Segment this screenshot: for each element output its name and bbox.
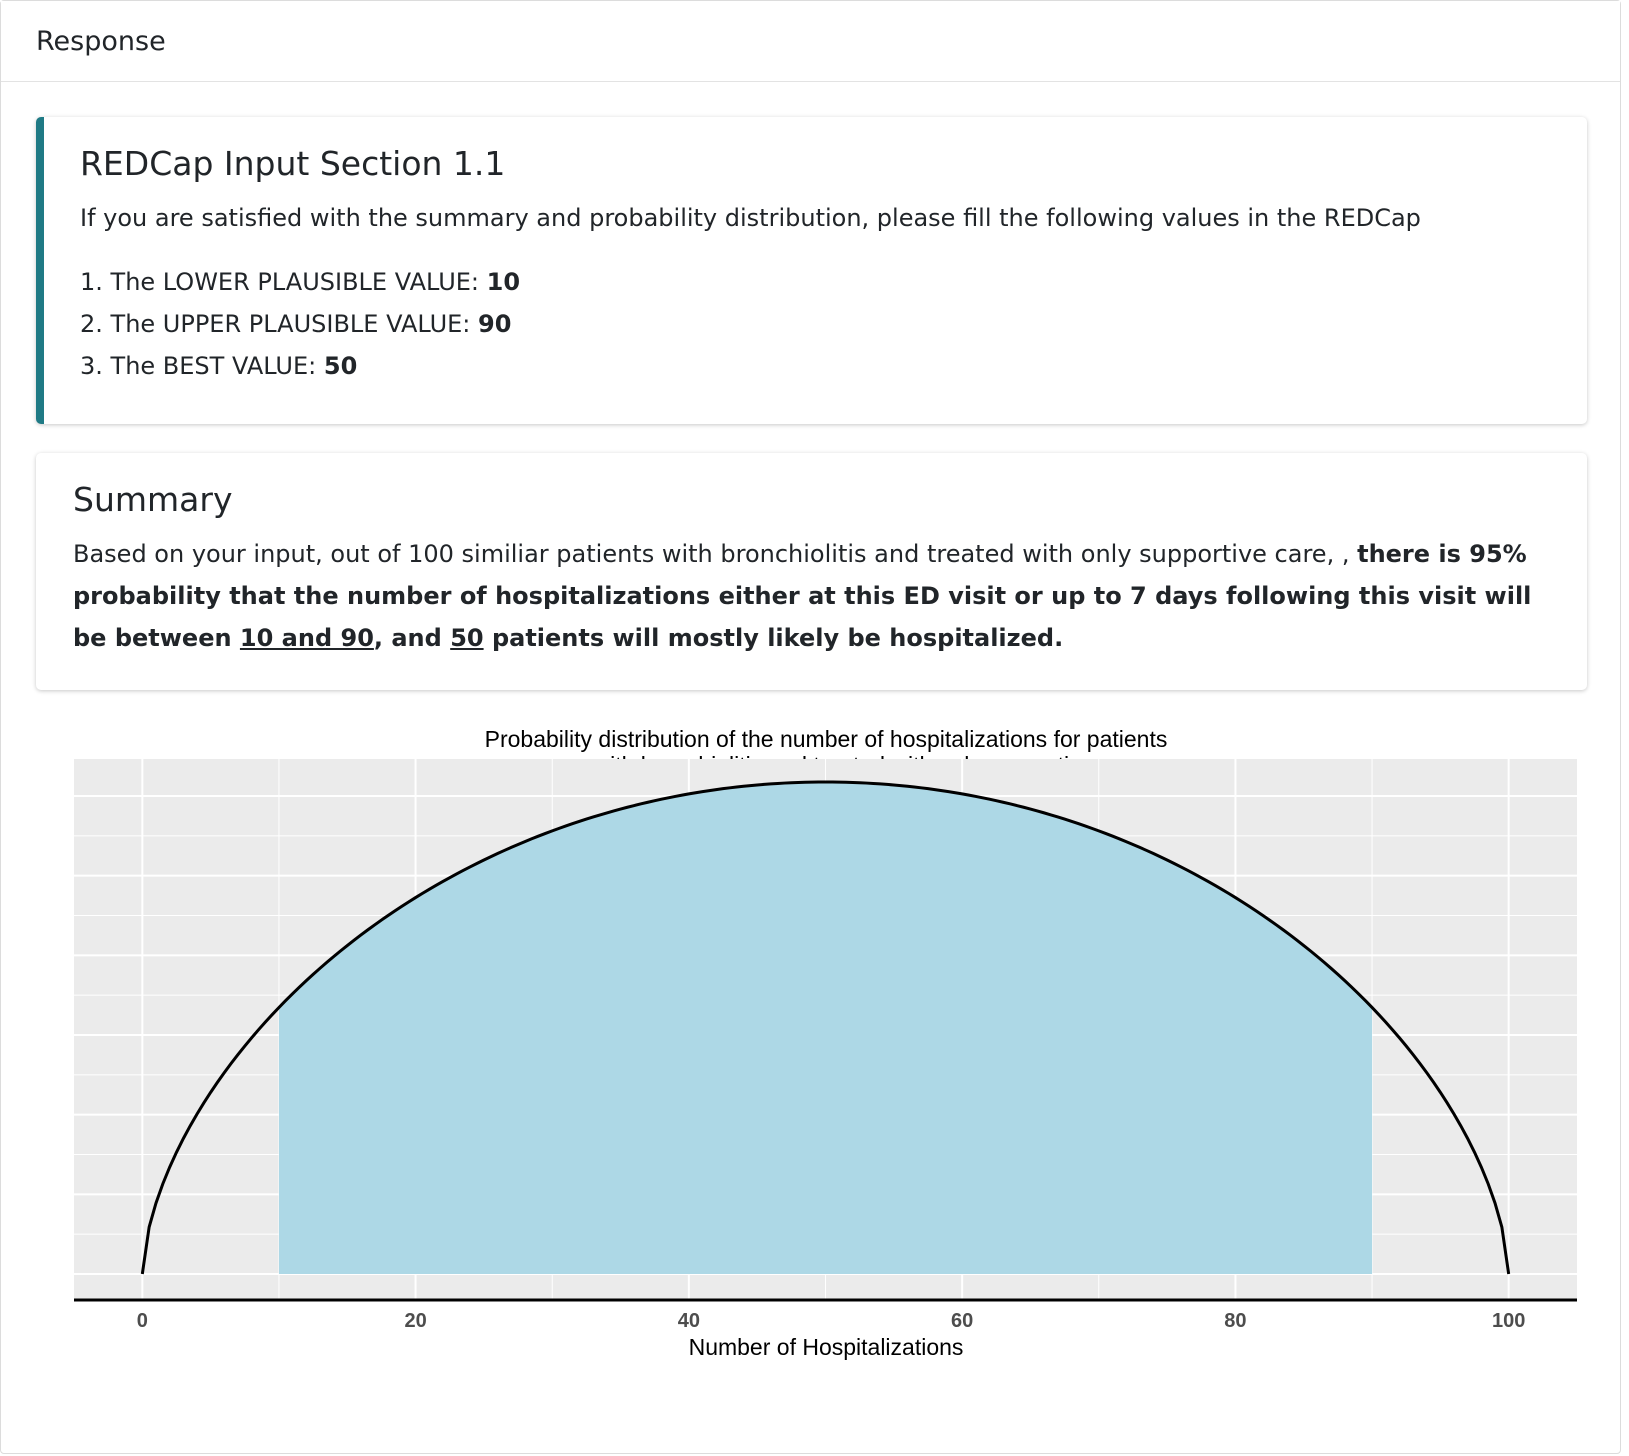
x-tick-label: 40 [677, 1310, 700, 1332]
x-axis-ticks [137, 1310, 1526, 1332]
summary-best-value: 50 [450, 624, 484, 652]
x-tick-label: 0 [136, 1310, 148, 1332]
x-tick-label: 100 [1491, 1310, 1526, 1332]
lower-value: 10 [486, 268, 521, 296]
input-section-title: REDCap Input Section 1.1 [80, 144, 506, 183]
summary-card [36, 453, 1587, 690]
panel-title: Response [36, 25, 166, 57]
plausible-values-list [80, 261, 1587, 387]
redcap-input-card [36, 117, 1587, 424]
list-item-upper-value: 2. The UPPER PLAUSIBLE VALUE: 90 [80, 310, 512, 338]
summary-bold-text: there is 95% probability that the number of hospitalizations either at this ED visit or up to 7 days following this visit will be between 10 and 90, and 50 patients will mostly likely be hospitalized. [73, 540, 1532, 652]
chart-title-line-1: Probability distribution of the number of hospitalizations for patients [484, 726, 1168, 752]
summary-range: 10 and 90 [239, 624, 374, 652]
upper-value: 90 [478, 310, 512, 338]
best-value: 50 [323, 352, 358, 380]
x-axis-label: Number of Hospitalizations [688, 1334, 964, 1360]
summary-title: Summary [73, 480, 233, 519]
x-tick-label: 60 [951, 1310, 974, 1332]
distribution-chart-svg [1, 701, 1629, 1421]
input-section-intro: If you are satisfied with the summary and probability distribution, please fill the following values in the REDCap [80, 204, 1421, 232]
panel-header [1, 1, 1620, 82]
list-item-lower-value: 1. The LOWER PLAUSIBLE VALUE: 10 [80, 268, 521, 296]
distribution-chart [1, 701, 1629, 1421]
x-tick-label: 20 [404, 1310, 427, 1332]
summary-text: Based on your input, out of 100 similiar patients with bronchiolitis and treated with only supportive care, , there is 95% probability that the number of hospitalizations either at this ED visit or up to 7 days following this visit will be between 10 and 90, and 50 patients will mostly likely be hospitalized. [73, 540, 1532, 652]
x-tick-label: 80 [1224, 1310, 1247, 1332]
list-item-best-value: 3. The BEST VALUE: 50 [80, 352, 358, 380]
